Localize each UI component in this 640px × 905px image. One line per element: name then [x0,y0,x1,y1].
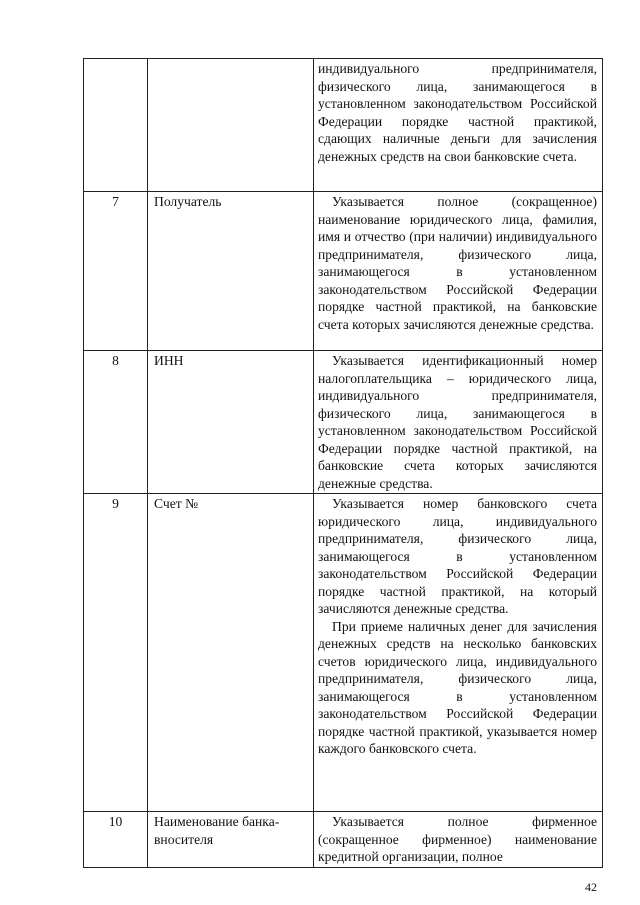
description-paragraph: Указывается номер банковского счета юридического лица, индивидуального предпринимателя, физического лица, занимающегося в установленном законодательством Российской Федерации порядке частной практикой, на который зачисляются денежные средства. [318,496,597,616]
field-name: Получатель [148,192,314,351]
field-name: ИНН [148,351,314,494]
description-paragraph: Указывается идентификационный номер налогоплательщика – юридического лица, индивидуального предпринимателя, физического лица, занимающегося в установленном законодательством Российской Федерации порядке частной практикой, на банковские счета которых зачисляются денежные средства. [318,353,597,491]
field-name: Наименование банка-вносителя [148,812,314,868]
field-description [314,494,603,812]
row-number: 7 [84,192,148,351]
page-number: 42 [585,880,597,894]
row-number [84,59,148,192]
table-row [84,59,603,192]
table-row [84,351,603,494]
document-table [83,58,603,868]
field-description [314,192,603,351]
description-paragraph: При приеме наличных денег для зачисления денежных средств на несколько банковских счетов юридического лица, индивидуального предпринимателя, физического лица, занимающегося в установленном законодательством Российской Федерации порядке частной практикой, указывается номер каждого банковского счета. [318,618,597,756]
description-paragraph: индивидуального предпринимателя, физического лица, занимающегося в установленном законодательством Российской Федерации порядке частной практикой, сдающих наличные деньги для зачисления денежных средств на свои банковские счета. [318,61,597,164]
row-number: 10 [84,812,148,868]
field-description [314,351,603,494]
field-name [148,59,314,192]
row-number: 8 [84,351,148,494]
table-row [84,192,603,351]
description-paragraph: Указывается полное фирменное (сокращенное фирменное) наименование кредитной организации, полное [318,814,597,864]
field-description [314,812,603,868]
table-row [84,494,603,812]
description-paragraph: Указывается полное (сокращенное) наименование юридического лица, фамилия, имя и отчество (при наличии) индивидуального предпринимателя, физического лица, занимающегося в установленном законодательством Российской Федерации порядке частной практикой, на банковские счета которых зачисляются денежные средства. [318,194,597,332]
field-name: Счет № [148,494,314,812]
field-description [314,59,603,192]
row-number: 9 [84,494,148,812]
table-row [84,812,603,868]
